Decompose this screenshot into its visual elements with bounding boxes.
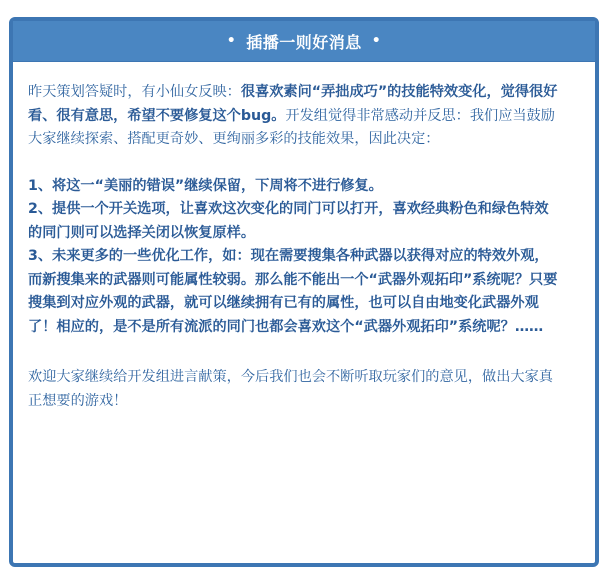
announcement-body xyxy=(28,81,560,413)
decision-list xyxy=(28,175,560,340)
announcement-title: 插播一则好消息 xyxy=(246,32,362,52)
announcement-header xyxy=(13,21,595,62)
intro-text-start: 昨天策划答疑时，有小仙女反映： xyxy=(28,84,241,100)
closing-paragraph: 欢迎大家继续给开发组进言献策，今后我们也会不断听取玩家们的意见，做出大家真正想要的游戏！ xyxy=(28,369,553,409)
decision-item-3: 3、未来更多的一些优化工作，如：现在需要搜集各种武器以获得对应的特效外观，而新搜集来的武器则可能属性较弱。那么能不能出一个“武器外观拓印”系统呢？只要搜集到对应外观的武器，就可以继续拥有已有的属性，也可以自由地变化武器外观了！相应的，是不是所有流派的同门也都会喜欢这个“武器外观拓印”系统呢？…… xyxy=(28,248,558,335)
intro-highlight: 很喜欢素问“弄拙成巧”的技能特效变化，觉得很好看、很有意思，希望不要修复这个bug。 xyxy=(28,84,558,124)
intro-text-end: 开发组觉得非常感动并反思：我们应当鼓励大家继续探索、搭配更奇妙、更绚丽多彩的技能效果，因此决定： xyxy=(28,107,555,147)
decision-item-1: 1、将这一“美丽的错误”继续保留，下周将不进行修复。 xyxy=(28,177,383,194)
header-bullet-left: • xyxy=(226,33,237,49)
intro-paragraph xyxy=(28,81,560,152)
decision-item-2: 2、提供一个开关选项，让喜欢这次变化的同门可以打开，喜欢经典粉色和绿色特效的同门则可以选择关闭以恢复原样。 xyxy=(28,201,549,241)
header-bullet-right: • xyxy=(371,33,382,49)
